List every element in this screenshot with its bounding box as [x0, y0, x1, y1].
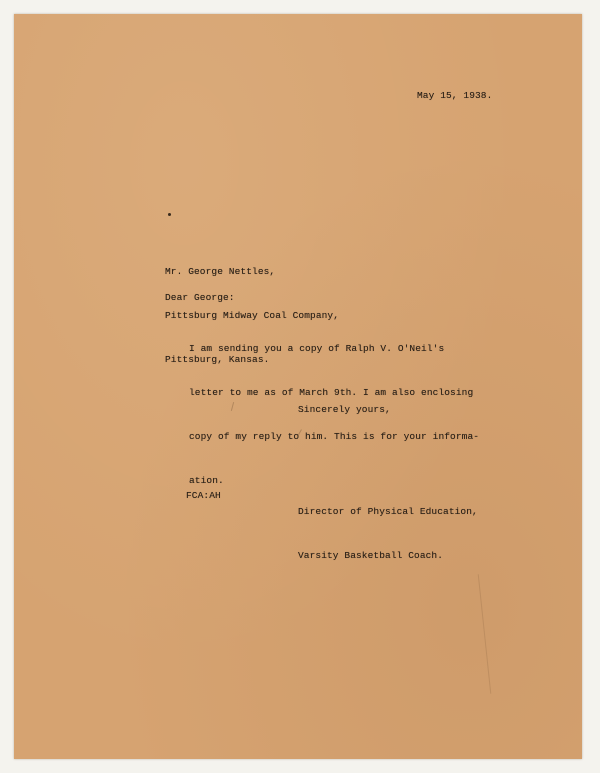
signature-title	[298, 476, 478, 593]
body-line: letter to me as of March 9th. I am also enclosing	[189, 386, 474, 398]
recipient-company: Pittsburg Midway Coal Company,	[165, 309, 340, 321]
typist-initials: FCA:AH	[186, 490, 221, 501]
recipient-name: Mr. George Nettles,	[165, 266, 276, 278]
recipient-city: Pittsburg, Kansas.	[165, 353, 270, 365]
letter-paper	[14, 14, 582, 759]
letter-date: May 15, 1938.	[417, 90, 493, 101]
ink-speck	[168, 213, 171, 216]
body-line: copy of my reply to him. This is for your informa-	[189, 430, 480, 442]
body-line: ation.	[189, 474, 224, 486]
salutation: Dear George:	[165, 292, 235, 303]
pencil-mark	[478, 574, 492, 693]
signature-title-line: Director of Physical Education,	[298, 506, 478, 518]
body-line: I am sending you a copy of Ralph V. O'Neil's	[189, 343, 445, 355]
signature-title-line: Varsity Basketball Coach.	[298, 549, 444, 561]
closing: Sincerely yours,	[298, 404, 391, 415]
